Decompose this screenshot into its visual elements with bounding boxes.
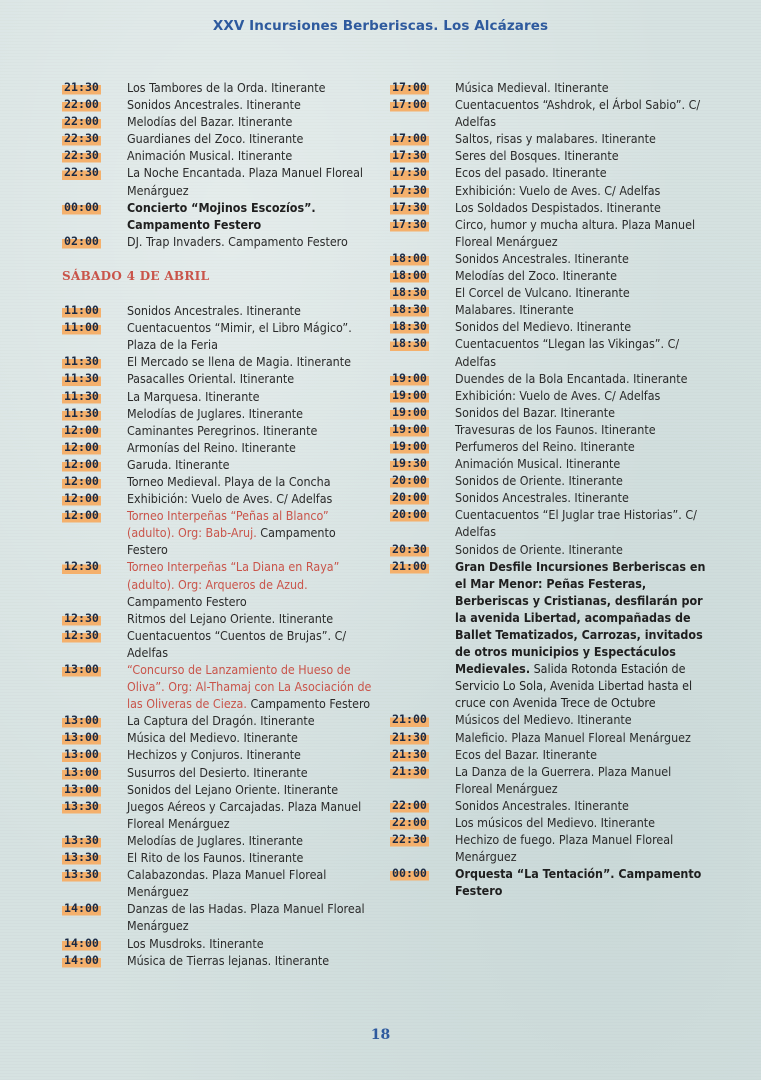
event-time: 22:00: [62, 96, 112, 113]
event-description: Gran Desfile Incursiones Berberiscas en el Mar Menor: Peñas Festeras, Berberiscas y Cristianas, desfilarán por la avenida Libertad, acompañadas de Ballet Tematizados, Carrozas, invitados de otros municipios y Espectáculos Medievales. Salida Rotonda Estación de Servicio Lo Sola, Avenida Libertad hasta el cruce con Avenida Trece de Octubre: [455, 558, 706, 711]
event-description: Garuda. Itinerante: [127, 456, 230, 472]
event-description: Melodías del Bazar. Itinerante: [127, 114, 293, 130]
event-time: 12:00: [62, 490, 112, 507]
event-description: Travesuras de los Faunos. Itinerante: [455, 421, 656, 437]
schedule-row: [62, 147, 372, 164]
schedule-row: [62, 422, 372, 439]
schedule-list-friday: [62, 79, 372, 250]
schedule-row: [390, 96, 708, 130]
event-time: 18:30: [390, 318, 440, 335]
schedule-row: [390, 130, 708, 147]
schedule-row: [62, 729, 372, 746]
event-description: Melodías de Juglares. Itinerante: [127, 405, 304, 421]
event-description: Sonidos de Oriente. Itinerante: [455, 473, 623, 489]
event-description: La Danza de la Guerrera. Plaza Manuel Floreal Menárguez: [455, 763, 672, 796]
schedule-row: [390, 865, 708, 899]
schedule-row: [62, 439, 372, 456]
event-time: 20:00: [390, 506, 440, 523]
event-time: 21:30: [390, 746, 440, 763]
event-time: 13:30: [62, 832, 112, 849]
event-description: Música de Tierras lejanas. Itinerante: [127, 952, 330, 968]
schedule-row: [390, 438, 708, 455]
event-description: DJ. Trap Invaders. Campamento Festero: [127, 233, 348, 249]
event-description: Sonidos del Medievo. Itinerante: [455, 319, 632, 335]
schedule-row: [390, 472, 708, 489]
event-time: 11:00: [62, 319, 112, 336]
schedule-row: [62, 900, 372, 934]
schedule-row: [390, 216, 708, 250]
schedule-row: [62, 96, 372, 113]
event-time: 22:00: [62, 113, 112, 130]
event-time: 17:00: [390, 130, 440, 147]
event-description: Orquesta “La Tentación”. Campamento Festero: [455, 866, 702, 899]
schedule-row: [390, 797, 708, 814]
event-time: 13:30: [62, 849, 112, 866]
event-time: 13:00: [62, 781, 112, 798]
schedule-row: [390, 387, 708, 404]
event-time: 11:00: [62, 302, 112, 319]
event-location: Campamento Festero: [127, 525, 336, 558]
schedule-row: [390, 746, 708, 763]
schedule-row: [390, 455, 708, 472]
event-time: 21:30: [390, 729, 440, 746]
page-number: 18: [370, 1027, 391, 1043]
event-time: 19:00: [390, 438, 440, 455]
right-column: [390, 79, 708, 900]
schedule-row: [62, 832, 372, 849]
schedule-row: [62, 79, 372, 96]
event-description: El Mercado se llena de Magia. Itinerante: [127, 354, 351, 370]
event-time: 13:30: [62, 798, 112, 815]
schedule-row: [390, 489, 708, 506]
event-description: Sonidos del Lejano Oriente. Itinerante: [127, 781, 339, 797]
event-description: Cuentacuentos “Cuentos de Brujas”. C/ Adelfas: [127, 627, 347, 660]
schedule-row: [62, 558, 372, 609]
schedule-row: [62, 302, 372, 319]
event-time: 21:30: [62, 79, 112, 96]
schedule-row: [390, 335, 708, 369]
schedule-row: [390, 729, 708, 746]
schedule-row: [62, 610, 372, 627]
event-time: 13:00: [62, 661, 112, 678]
event-location: Salida Rotonda Estación de Servicio Lo Sola, Avenida Libertad hasta el cruce con Avenida Trece de Octubre: [455, 661, 693, 711]
event-description: El Corcel de Vulcano. Itinerante: [455, 285, 630, 301]
event-time: 22:30: [62, 130, 112, 147]
event-time: 21:30: [390, 763, 440, 780]
event-time: 19:00: [390, 387, 440, 404]
event-description: Exhibición: Vuelo de Aves. C/ Adelfas: [455, 387, 661, 403]
event-time: 22:00: [390, 797, 440, 814]
schedule-row: [390, 370, 708, 387]
event-description: Animación Musical. Itinerante: [455, 456, 621, 472]
event-description: Ritmos del Lejano Oriente. Itinerante: [127, 610, 334, 626]
event-description: Torneo Interpeñas “Peñas al Blanco” (adulto). Org: Bab-Aruj. Campamento Festero: [127, 508, 336, 558]
event-description: La Noche Encantada. Plaza Manuel Floreal Menárguez: [127, 165, 364, 198]
event-time: 17:00: [390, 79, 440, 96]
schedule-row: [62, 781, 372, 798]
event-time: 18:30: [390, 284, 440, 301]
event-description: Exhibición: Vuelo de Aves. C/ Adelfas: [455, 182, 661, 198]
event-time: 17:30: [390, 147, 440, 164]
event-time: 17:30: [390, 182, 440, 199]
event-description: Los músicos del Medievo. Itinerante: [455, 815, 656, 831]
schedule-row: [62, 849, 372, 866]
event-location: Campamento Festero: [127, 593, 247, 609]
schedule-row: [62, 507, 372, 558]
event-time: 13:00: [62, 746, 112, 763]
schedule-row: [62, 164, 372, 198]
event-time: 11:30: [62, 353, 112, 370]
event-time: 14:00: [62, 900, 112, 917]
schedule-row: [390, 558, 708, 712]
event-description: Músicos del Medievo. Itinerante: [455, 712, 632, 728]
schedule-row: [390, 267, 708, 284]
schedule-row: [390, 182, 708, 199]
schedule-row: [62, 113, 372, 130]
event-description: Calabazondas. Plaza Manuel Floreal Menárguez: [127, 867, 327, 900]
schedule-row: [390, 79, 708, 96]
event-time: 02:00: [62, 233, 112, 250]
event-time: 17:30: [390, 216, 440, 233]
event-time: 00:00: [390, 865, 440, 882]
event-time: 22:30: [62, 164, 112, 181]
event-description: Torneo Interpeñas “La Diana en Raya” (adulto). Org: Arqueros de Azud. Campamento Festero: [127, 559, 340, 609]
schedule-row: [390, 763, 708, 797]
event-description: Cuentacuentos “Ashdrok, el Árbol Sabio”. C/ Adelfas: [455, 97, 701, 130]
event-time: 19:30: [390, 455, 440, 472]
event-time: 20:00: [390, 489, 440, 506]
schedule-row: [390, 199, 708, 216]
event-description: Sonidos de Oriente. Itinerante: [455, 541, 623, 557]
schedule-row: [62, 764, 372, 781]
event-description: Circo, humor y mucha altura. Plaza Manuel Floreal Menárguez: [455, 216, 696, 249]
event-description: Danzas de las Hadas. Plaza Manuel Floreal Menárguez: [127, 901, 365, 934]
schedule-row: [62, 319, 372, 353]
event-description: Perfumeros del Reino. Itinerante: [455, 438, 635, 454]
event-time: 20:00: [390, 472, 440, 489]
schedule-row: [390, 404, 708, 421]
schedule-row: [62, 388, 372, 405]
event-time: 17:00: [390, 96, 440, 113]
schedule-row: [62, 370, 372, 387]
schedule-row: [62, 712, 372, 729]
event-description: Sonidos Ancestrales. Itinerante: [455, 490, 629, 506]
schedule-row: [390, 711, 708, 728]
schedule-row: [62, 627, 372, 661]
day-heading: SÁBADO 4 DE ABRIL: [62, 268, 210, 283]
event-description: Hechizo de fuego. Plaza Manuel Floreal Menárguez: [455, 832, 674, 865]
event-time: 11:30: [62, 405, 112, 422]
event-time: 13:00: [62, 712, 112, 729]
event-description: Susurros del Desierto. Itinerante: [127, 764, 308, 780]
event-description: Pasacalles Oriental. Itinerante: [127, 371, 295, 387]
schedule-row: [62, 952, 372, 969]
event-time: 12:00: [62, 439, 112, 456]
schedule-row: [390, 250, 708, 267]
event-description: Maleficio. Plaza Manuel Floreal Menárguez: [455, 729, 691, 745]
event-time: 22:30: [62, 147, 112, 164]
event-description: Cuentacuentos “Llegan las Vikingas”. C/ Adelfas: [455, 336, 680, 369]
event-description: “Concurso de Lanzamiento de Hueso de Oliva”. Org: Al-Thamaj con La Asociación de las Oliveras de Cieza. Campamento Festero: [127, 662, 372, 712]
event-description: Los Soldados Despistados. Itinerante: [455, 199, 661, 215]
event-time: 12:30: [62, 610, 112, 627]
schedule-row: [390, 814, 708, 831]
schedule-row: [62, 130, 372, 147]
event-time: 17:30: [390, 199, 440, 216]
event-time: 18:00: [390, 267, 440, 284]
page-header: XXV Incursiones Berberiscas. Los Alcázares: [212, 18, 549, 34]
event-time: 00:00: [62, 199, 112, 216]
event-time: 14:00: [62, 952, 112, 969]
event-description: Música Medieval. Itinerante: [455, 80, 609, 95]
event-description: Exhibición: Vuelo de Aves. C/ Adelfas: [127, 491, 333, 507]
event-time: 21:00: [390, 711, 440, 728]
schedule-row: [62, 490, 372, 507]
event-time: 18:00: [390, 250, 440, 267]
event-time: 21:00: [390, 558, 440, 575]
schedule-row: [62, 661, 372, 712]
event-time: 18:30: [390, 335, 440, 352]
event-description: Los Musdroks. Itinerante: [127, 935, 264, 951]
event-description: Sonidos Ancestrales. Itinerante: [127, 303, 301, 319]
event-description: Concierto “Mojinos Escozíos”. Campamento Festero: [127, 199, 316, 232]
event-time: 13:30: [62, 866, 112, 883]
event-time: 14:00: [62, 935, 112, 952]
event-description: Armonías del Reino. Itinerante: [127, 439, 296, 455]
schedule-row: [390, 164, 708, 181]
schedule-row: [62, 199, 372, 233]
schedule-row: [390, 421, 708, 438]
schedule-row: [62, 746, 372, 763]
event-description: Animación Musical. Itinerante: [127, 148, 293, 164]
event-description: Juegos Aéreos y Carcajadas. Plaza Manuel Floreal Menárguez: [127, 798, 362, 831]
event-time: 12:30: [62, 627, 112, 644]
event-description: Cuentacuentos “Mimir, el Libro Mágico”. Plaza de la Feria: [127, 320, 352, 353]
schedule-row: [62, 456, 372, 473]
event-description: Malabares. Itinerante: [455, 302, 574, 318]
schedule-row: [62, 798, 372, 832]
event-time: 19:00: [390, 421, 440, 438]
event-description: La Captura del Dragón. Itinerante: [127, 713, 315, 729]
event-time: 22:00: [390, 814, 440, 831]
event-time: 17:30: [390, 164, 440, 181]
schedule-row: [62, 233, 372, 250]
schedule-list-saturday-morning: [62, 302, 372, 969]
event-description: Música del Medievo. Itinerante: [127, 730, 298, 746]
event-description: Sonidos Ancestrales. Itinerante: [127, 97, 301, 113]
event-time: 12:00: [62, 456, 112, 473]
event-time: 13:00: [62, 729, 112, 746]
schedule-row: [62, 935, 372, 952]
event-description: La Marquesa. Itinerante: [127, 388, 260, 404]
schedule-list-saturday-evening: [390, 79, 708, 900]
event-description: Hechizos y Conjuros. Itinerante: [127, 747, 301, 763]
event-description: El Rito de los Faunos. Itinerante: [127, 850, 304, 866]
event-description: Caminantes Peregrinos. Itinerante: [127, 422, 318, 438]
event-time: 13:00: [62, 764, 112, 781]
event-description: Sonidos Ancestrales. Itinerante: [455, 250, 629, 266]
schedule-row: [390, 147, 708, 164]
schedule-row: [390, 506, 708, 540]
schedule-row: [390, 301, 708, 318]
event-description: Sonidos Ancestrales. Itinerante: [455, 797, 629, 813]
event-time: 12:00: [62, 473, 112, 490]
schedule-row: [390, 284, 708, 301]
event-description: Cuentacuentos “El Juglar trae Historias”. C/ Adelfas: [455, 507, 697, 540]
event-time: 11:30: [62, 388, 112, 405]
event-description: Melodías del Zoco. Itinerante: [455, 268, 617, 284]
event-time: 12:00: [62, 422, 112, 439]
event-description: Los Tambores de la Orda. Itinerante: [127, 80, 326, 95]
schedule-row: [62, 473, 372, 490]
event-description: Ecos del Bazar. Itinerante: [455, 746, 597, 762]
event-description: Ecos del pasado. Itinerante: [455, 165, 607, 181]
event-description: Guardianes del Zoco. Itinerante: [127, 131, 304, 147]
event-time: 19:00: [390, 370, 440, 387]
event-description: Seres del Bosques. Itinerante: [455, 148, 619, 164]
event-time: 22:30: [390, 831, 440, 848]
event-time: 12:30: [62, 558, 112, 575]
schedule-row: [62, 405, 372, 422]
event-time: 11:30: [62, 370, 112, 387]
schedule-row: [390, 541, 708, 558]
schedule-row: [62, 353, 372, 370]
schedule-row: [62, 866, 372, 900]
event-description: Duendes de la Bola Encantada. Itinerante: [455, 370, 688, 386]
event-time: 12:00: [62, 507, 112, 524]
event-description: Saltos, risas y malabares. Itinerante: [455, 131, 656, 147]
event-time: 19:00: [390, 404, 440, 421]
left-column: [62, 79, 372, 969]
event-location: Campamento Festero: [246, 696, 371, 712]
schedule-row: [390, 318, 708, 335]
event-description: Sonidos del Bazar. Itinerante: [455, 404, 615, 420]
event-time: 18:30: [390, 301, 440, 318]
event-description: Melodías de Juglares. Itinerante: [127, 832, 304, 848]
event-time: 20:30: [390, 541, 440, 558]
event-description: Torneo Medieval. Playa de la Concha: [127, 473, 331, 489]
schedule-row: [390, 831, 708, 865]
